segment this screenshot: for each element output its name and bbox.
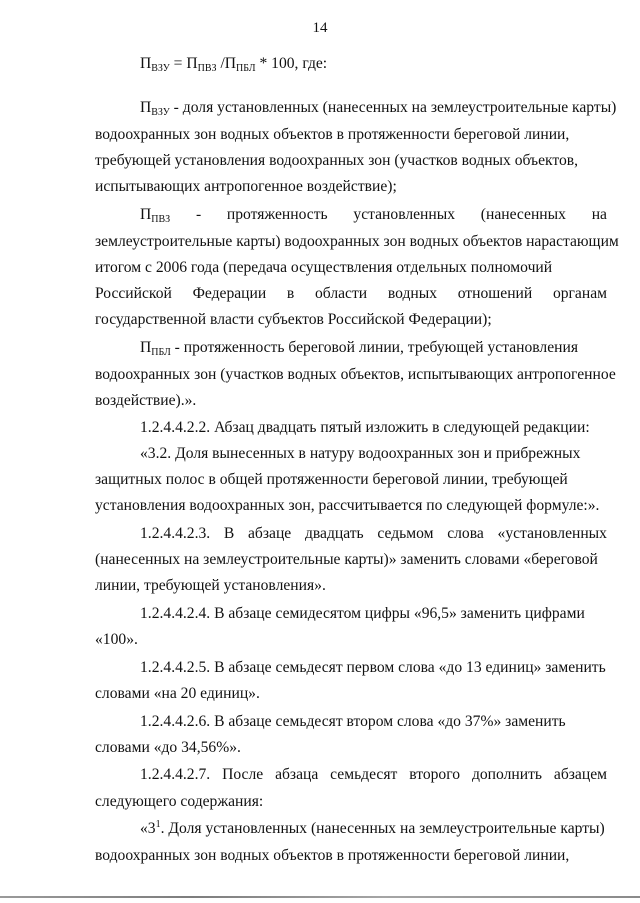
scan-edge-divider bbox=[0, 896, 640, 898]
def1-text-1: - доля установленных (нанесенных на землеустроительные карты) bbox=[169, 99, 617, 116]
def2-l4-word: в bbox=[286, 285, 295, 302]
def2-l4-word: Российской bbox=[95, 285, 172, 302]
p8-line-2: водоохранных зон водных объектов в протяженности береговой линии, bbox=[95, 847, 570, 864]
p7-line-1 bbox=[140, 765, 607, 785]
def2-word: на bbox=[591, 206, 607, 223]
def2-word: протяженность bbox=[226, 206, 328, 223]
def1-symbol: П bbox=[140, 99, 152, 116]
p7-word: После bbox=[222, 766, 264, 783]
p3-word: В bbox=[223, 525, 235, 542]
def3-line-1 bbox=[140, 338, 607, 358]
p3-word: 1.2.4.4.2.3. bbox=[140, 525, 211, 542]
def1-line-1 bbox=[140, 98, 617, 118]
formula-divide: /П bbox=[216, 55, 237, 72]
def1-line-4: испытывающих антропогенное воздействие); bbox=[95, 178, 397, 195]
p3-word: двадцать bbox=[304, 525, 364, 542]
formula-div-subscript: ПБЛ bbox=[236, 63, 256, 74]
def2-line-3: итогом с 2006 года (передача осуществления отдельных полномочий bbox=[95, 259, 553, 276]
p6-line-1: 1.2.4.4.2.6. В абзаце семьдесят втором слова «до 37%» заменить bbox=[140, 713, 566, 730]
def3-line-3: воздействие).». bbox=[95, 392, 197, 409]
p3-word: слова bbox=[447, 525, 484, 542]
p3-word: «установленных bbox=[497, 525, 607, 542]
def2-line-1 bbox=[140, 205, 607, 225]
def2-symbol-group bbox=[140, 205, 170, 225]
p6-line-2: словами «до 34,56%». bbox=[95, 739, 241, 756]
p4-line-1: 1.2.4.4.2.4. В абзаце семидесятом цифры «96,5» заменить цифрами bbox=[140, 605, 585, 622]
def2-l4-word: водных bbox=[387, 285, 438, 302]
p3-line-1 bbox=[140, 524, 607, 544]
formula-lhs-subscript: ВЗУ bbox=[151, 63, 170, 74]
def2-l4-word: Федерации bbox=[192, 285, 267, 302]
p3-word: абзаце bbox=[248, 525, 292, 542]
p2-line-2: защитных полос в общей протяженности береговой линии, требующей bbox=[95, 471, 568, 488]
p3-line-3: линии, требующей установления». bbox=[95, 577, 326, 594]
p7-word: семьдесят bbox=[330, 766, 398, 783]
p2-line-1: «3.2. Доля вынесенных в натуру водоохранных зон и прибрежных bbox=[140, 445, 581, 462]
def3-symbol: П bbox=[140, 339, 152, 356]
def2-word: установленных bbox=[353, 206, 456, 223]
p1-line-1: 1.2.4.4.2.2. Абзац двадцать пятый изложить в следующей редакции: bbox=[140, 419, 590, 436]
def2-l4-word: отношений bbox=[457, 285, 533, 302]
p3-word: седьмом bbox=[377, 525, 434, 542]
def2-l4-word: области bbox=[315, 285, 368, 302]
def3-line-2: водоохранных зон (участков водных объектов, испытывающих антропогенное bbox=[95, 366, 616, 383]
def2-line-2: землеустроительные карты) водоохранных зон водных объектов нарастающим bbox=[95, 233, 619, 250]
def3-symbol-subscript: ПБЛ bbox=[151, 347, 171, 358]
p3-line-2: (нанесенных на землеустроительные карты)» заменить словами «береговой bbox=[95, 551, 598, 568]
def2-line-5: государственной власти субъектов Российской Федерации); bbox=[95, 311, 492, 328]
def2-word: (нанесенных bbox=[480, 206, 566, 223]
p2-line-3: установления водоохранных зон, рассчитывается по следующей формуле:». bbox=[95, 497, 600, 514]
def1-line-2: водоохранных зон водных объектов в протяженности береговой линии, bbox=[95, 126, 570, 143]
p5-line-2: словами «на 20 единиц». bbox=[95, 685, 260, 702]
formula-lhs: П bbox=[140, 55, 152, 72]
def2-symbol: П bbox=[140, 206, 152, 223]
p8-superscript: 1 bbox=[155, 819, 161, 830]
p7-word: абзаца bbox=[275, 766, 319, 783]
def1-line-3: требующей установления водоохранных зон (участков водных объектов, bbox=[95, 152, 579, 169]
def2-l4-word: органам bbox=[552, 285, 607, 302]
formula-equals: = П bbox=[169, 55, 198, 72]
p7-word: 1.2.4.4.2.7. bbox=[140, 766, 211, 783]
def1-symbol-subscript: ВЗУ bbox=[151, 107, 170, 118]
def2-line-4 bbox=[95, 284, 607, 304]
p7-word: абзацем bbox=[553, 766, 607, 783]
p8-line-1 bbox=[140, 819, 607, 839]
p8-text-1: . Доля установленных (нанесенных на землеустроительные карты) bbox=[160, 820, 605, 837]
p7-word: второго bbox=[409, 766, 461, 783]
p8-open: «3 bbox=[140, 820, 156, 837]
p5-line-1: 1.2.4.4.2.5. В абзаце семьдесят первом слова «до 13 единиц» заменить bbox=[140, 659, 606, 676]
def2-word: - bbox=[195, 206, 202, 223]
def3-text-1: - протяженность береговой линии, требующей установления bbox=[170, 339, 578, 356]
page-number: 14 bbox=[312, 20, 328, 36]
formula-mid-subscript: ПВЗ bbox=[197, 63, 217, 74]
p7-word: дополнить bbox=[471, 766, 543, 783]
formula-tail: * 100, где: bbox=[255, 55, 328, 72]
p7-line-2: следующего содержания: bbox=[95, 793, 264, 810]
formula-line bbox=[140, 54, 640, 74]
p4-line-2: «100». bbox=[95, 631, 138, 648]
def2-symbol-subscript: ПВЗ bbox=[151, 214, 171, 225]
